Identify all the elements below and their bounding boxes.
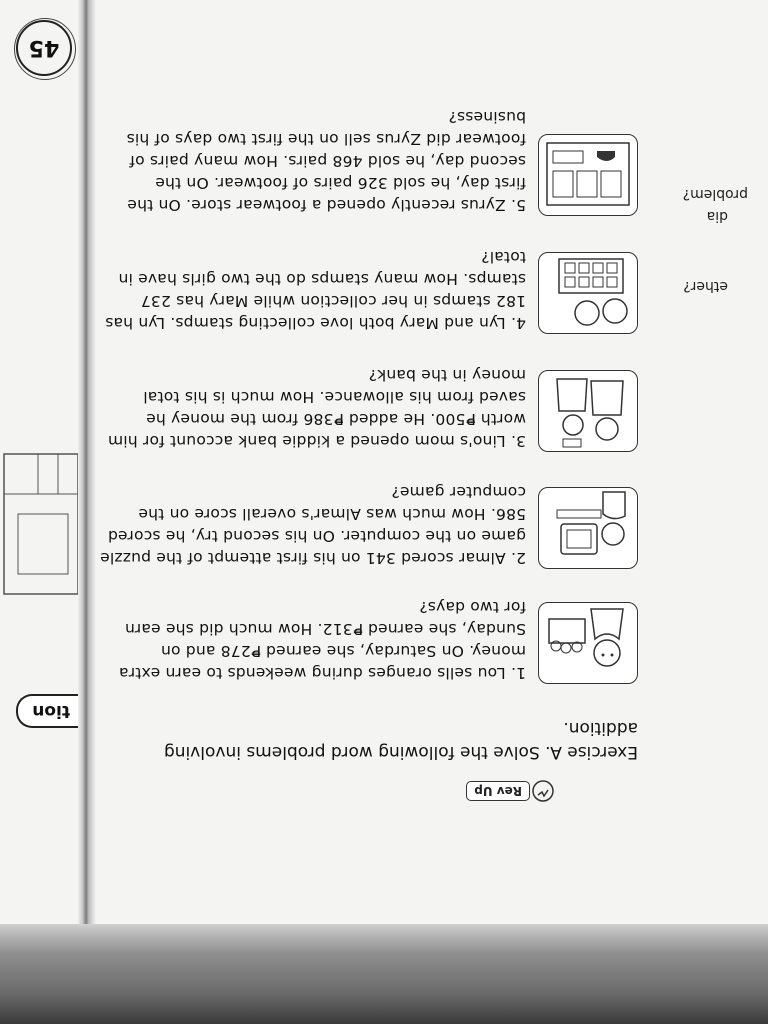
page-number: 45 <box>16 20 72 76</box>
rev-up-tag <box>466 778 556 804</box>
computer-game-illustration <box>538 487 638 569</box>
section-title: tion <box>16 694 78 728</box>
problem-text: 5. Zyrus recently opened a footwear store. On the first day, he sold 326 pairs of footwear. On the second day, he sold 468 pairs. How many pairs of footwear did Zyrus sell on the first two days of his business? <box>126 108 526 214</box>
left-page-edge <box>668 0 768 924</box>
problem-text: 2. Almar scored 341 on his first attempt of the puzzle game on the computer. On his second try, he scored 586. How much was Almar's overall score on the computer game? <box>100 483 526 567</box>
orange-vendor-illustration <box>538 602 638 684</box>
book-spine <box>78 0 96 924</box>
rev-up-label: Rev Up <box>466 781 530 801</box>
exercise-heading: Exercise A. Solve the following word problems involving addition. <box>163 718 638 762</box>
problem-text: 1. Lou sells oranges during weekends to earn extra money. On Saturday, she earned ₱278 and on Sunday, she earned ₱312. How much did she earn for two days? <box>118 598 526 682</box>
margin-fragment: problem? <box>682 186 748 202</box>
problem-item <box>98 106 638 216</box>
rev-up-icon <box>530 778 556 804</box>
previous-page-illustration <box>0 444 78 604</box>
stamp-album-illustration <box>538 252 638 334</box>
footwear-store-illustration <box>538 134 638 216</box>
problem-item <box>98 246 638 334</box>
problem-item <box>98 364 638 452</box>
piggy-bank-illustration <box>538 370 638 452</box>
right-page <box>28 0 668 924</box>
problem-text: 3. Lino's mom opened a kiddie bank account for him worth ₱500. He added ₱386 from the money he saved from his allowance. How much is his total money in the bank? <box>107 366 526 450</box>
problem-item <box>98 596 638 684</box>
margin-fragment: ether? <box>683 278 728 294</box>
previous-page-edge <box>0 0 78 924</box>
problem-item <box>98 481 638 569</box>
margin-fragment: dia <box>706 208 728 224</box>
problem-text: 4. Lyn and Mary both love collecting stamps. Lyn has 182 stamps in her collection while Mary has 237 stamps. How many stamps do the two girls have in total? <box>105 248 526 332</box>
